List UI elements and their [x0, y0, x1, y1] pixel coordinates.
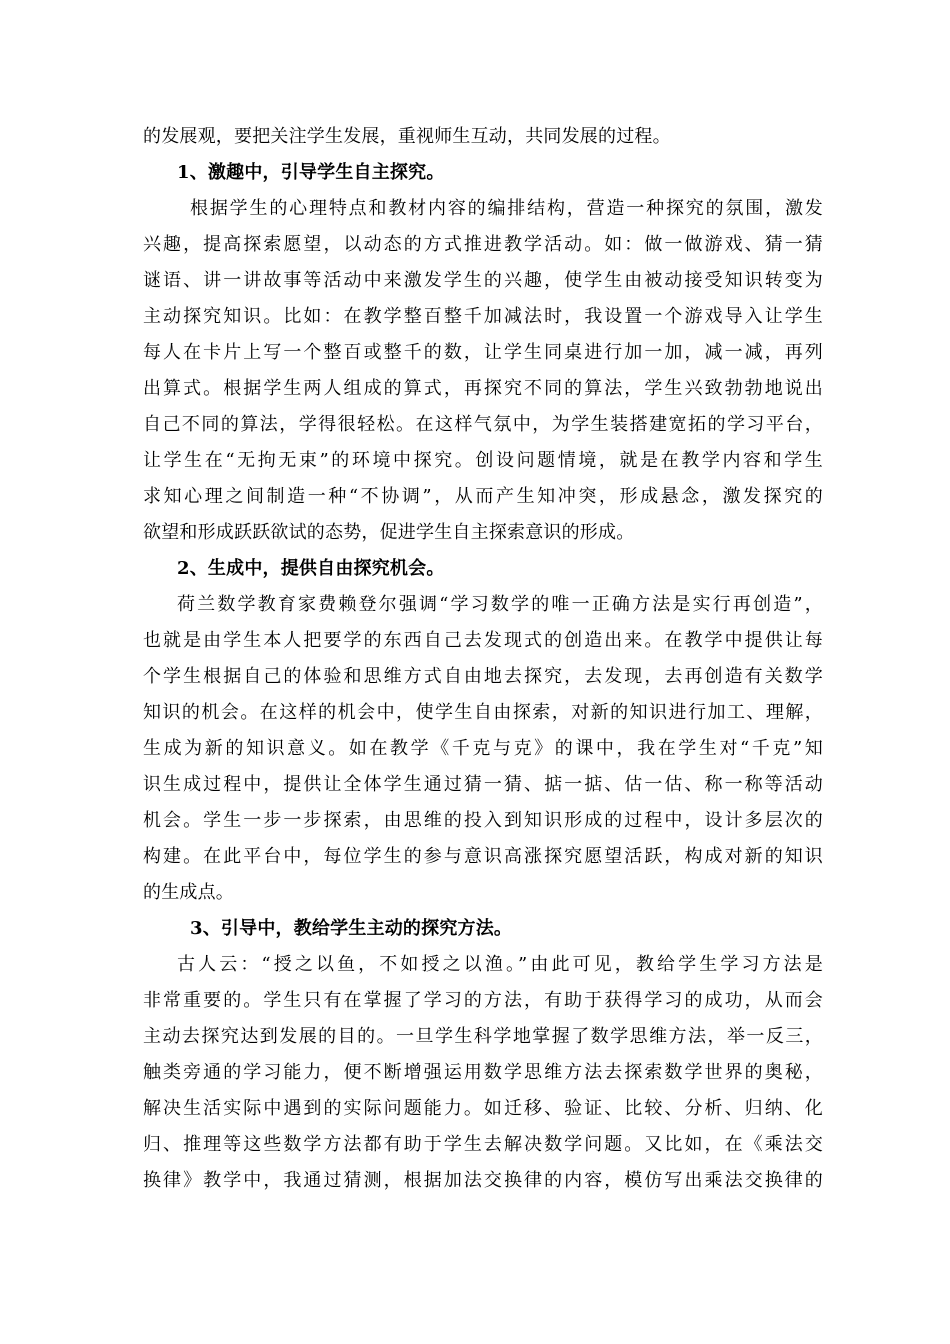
paragraph-line: 也就是由学生本人把要学的东西自己去发现式的创造出来。在教学中提供让每	[143, 630, 823, 651]
paragraph-line: 主动探究知识。比如：在教学整百整千加减法时，我设置一个游戏导入让学生	[143, 306, 823, 327]
paragraph-line: 的生成点。	[143, 882, 234, 903]
paragraph-line: 机会。学生一步一步探索，由思维的投入到知识形成的过程中，设计多层次的	[143, 810, 823, 831]
paragraph-line: 个学生根据自己的体验和思维方式自由地去探究，去发现，去再创造有关数学	[143, 666, 823, 687]
paragraph-line: 归、推理等这些数学方法都有助于学生去解决数学问题。又比如，在《乘法交	[143, 1134, 823, 1155]
paragraph-line: 出算式。根据学生两人组成的算式，再探究不同的算法，学生兴致勃勃地说出	[143, 378, 823, 399]
paragraph-line: 求知心理之间制造一种“不协调”，从而产生知冲突，形成悬念，激发探究的	[143, 486, 823, 507]
paragraph-line: 兴趣，提高探索愿望，以动态的方式推进教学活动。如：做一做游戏、猜一猜	[143, 234, 823, 255]
paragraph-line: 让学生在“无拘无束”的环境中探究。创设问题情境，就是在教学内容和学生	[143, 450, 823, 471]
paragraph-line: 古人云：“授之以鱼，不如授之以渔。”由此可见，教给学生学习方法是	[177, 954, 823, 975]
paragraph-line: 解决生活实际中遇到的实际问题能力。如迁移、验证、比较、分析、归纳、化	[143, 1098, 823, 1119]
paragraph-line: 的发展观，要把关注学生发展，重视师生互动，共同发展的过程。	[143, 126, 671, 147]
paragraph-line: 换律》教学中，我通过猜测，根据加法交换律的内容，模仿写出乘法交换律的	[143, 1170, 823, 1191]
paragraph-line: 谜语、讲一讲故事等活动中来激发学生的兴趣，使学生由被动接受知识转变为	[143, 270, 823, 291]
paragraph-line: 主动去探究达到发展的目的。一旦学生科学地掌握了数学思维方法，举一反三，	[143, 1026, 823, 1047]
paragraph-line: 欲望和形成跃跃欲试的态势，促进学生自主探索意识的形成。	[143, 522, 635, 543]
paragraph-line: 构建。在此平台中，每位学生的参与意识高涨探究愿望活跃，构成对新的知识	[143, 846, 823, 867]
paragraph-line: 自己不同的算法，学得很轻松。在这样气氛中，为学生装搭建宽拓的学习平台，	[143, 414, 823, 435]
paragraph-line: 触类旁通的学习能力，便不断增强运用数学思维方法去探索数学世界的奥秘，	[143, 1062, 823, 1083]
paragraph-line: 每人在卡片上写一个整百或整千的数，让学生同桌进行加一加，减一减，再列	[143, 342, 823, 363]
paragraph-line: 根据学生的心理特点和教材内容的编排结构，营造一种探究的氛围，激发	[190, 198, 823, 219]
paragraph-line: 非常重要的。学生只有在掌握了学习的方法，有助于获得学习的成功，从而会	[143, 990, 823, 1011]
paragraph-line: 识生成过程中，提供让全体学生通过猜一猜、掂一掂、估一估、称一称等活动	[143, 774, 823, 795]
section-heading-1: 1、激趣中，引导学生自主探究。	[177, 162, 445, 183]
paragraph-line: 荷兰数学教育家费赖登尔强调“学习数学的唯一正确方法是实行再创造”，	[177, 594, 823, 615]
paragraph-line: 生成为新的知识意义。如在教学《千克与克》的课中，我在学生对“千克”知	[143, 738, 823, 759]
paragraph-line: 知识的机会。在这样的机会中，使学生自由探索，对新的知识进行加工、理解，	[143, 702, 823, 723]
section-heading-3: 3、引导中，教给学生主动的探究方法。	[190, 918, 513, 939]
section-heading-2: 2、生成中，提供自由探究机会。	[177, 558, 445, 579]
